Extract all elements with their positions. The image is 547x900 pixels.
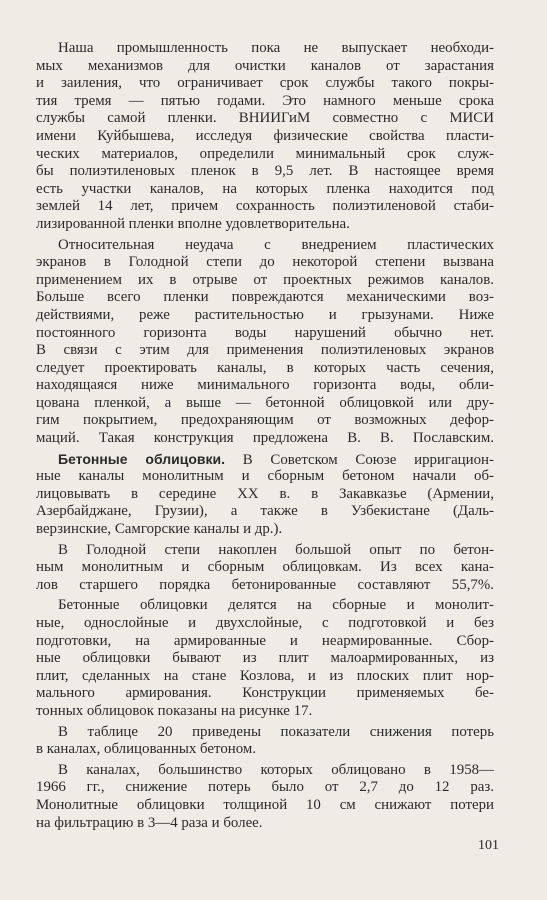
text-line: Монолитные облицовки толщиной 10 см снижают потери	[36, 796, 494, 813]
text-fragment: В Советском Союзе ирригацион-	[225, 451, 494, 468]
text-line: в каналах, облицованных бетоном.	[36, 741, 257, 758]
paragraph-4	[36, 542, 494, 595]
text-line	[36, 451, 494, 469]
text-line: Больше всего пленки повреждаются механическими воз-	[36, 289, 494, 306]
text-line: землей 14 лет, причем сохранность полиэтиленовой стаби-	[36, 198, 494, 215]
text-line: применением их в отрыве от проектных режимов каналов.	[36, 271, 494, 288]
paragraph-3	[36, 451, 494, 539]
text-line: лов старшего порядка бетонированные составляют 55,7%.	[36, 576, 494, 593]
text-line: маций. Такая конструкция предложена В. В. Пославским.	[36, 430, 494, 447]
text-line: действиями, реже растительностью и грызунами. Ниже	[36, 306, 494, 323]
paragraph-7	[36, 762, 494, 832]
text-line: Наша промышленность пока не выпускает необходи-	[58, 40, 494, 56]
text-line: лицовывать в середине XX в. в Закавказье (Армении,	[36, 485, 494, 502]
text-line: ные, однослойные и двухслойные, с подготовкой и без	[36, 615, 494, 631]
body-text	[36, 40, 494, 832]
text-line: находящаяся ниже минимального горизонта воды, обли-	[36, 377, 494, 394]
text-line: бы полиэтиленовых пленок в 9,5 лет. В настоящее время	[36, 163, 494, 180]
text-line: тонных облицовок показаны на рисунке 17.	[36, 702, 313, 719]
text-line: экранов в Голодной степи до некоторой степени вызвана	[36, 254, 494, 271]
text-line: имени Куйбышева, исследуя физические свойства пласти-	[36, 127, 494, 144]
text-line: В каналах, большинство которых облицовано в 1958—	[58, 761, 494, 778]
paragraph-1	[36, 40, 494, 234]
text-line: В таблице 20 приведены показатели снижения потерь	[58, 723, 494, 740]
section-heading: Бетонные облицовки.	[58, 450, 226, 467]
text-line: В Голодной степи накоплен большой опыт по бетон-	[58, 541, 494, 558]
text-line: Бетонные облицовки делятся на сборные и монолит-	[58, 597, 494, 614]
text-line: подготовки, на армированные и неармированные. Сбор-	[36, 632, 494, 649]
text-line: гим покрытием, предохраняющим от возможных дефор-	[36, 412, 494, 429]
text-line: плит, сделанных на стане Козлова, и из плоских плит нор-	[36, 667, 494, 684]
text-line: мых механизмов для очистки каналов от зарастания	[36, 57, 494, 74]
text-line: постоянного горизонта воды нарушений обычно нет.	[36, 324, 494, 341]
text-line: службы самой пленки. ВНИИГиМ совместно с МИСИ	[36, 110, 494, 127]
paragraph-2	[36, 237, 494, 448]
text-line: ные каналы монолитным и сборным бетоном начали об-	[36, 468, 494, 485]
text-line: на фильтрацию в 3—4 раза и более.	[36, 814, 263, 831]
paragraph-6	[36, 724, 494, 759]
text-line: Относительная неудача с внедрением пластических	[58, 236, 494, 253]
text-line: верзинские, Самгорские каналы и др.).	[36, 521, 283, 538]
text-line: В связи с этим для применения полиэтиленовых экранов	[36, 342, 494, 359]
text-line: Азербайджане, Грузии), а также в Узбекистане (Даль-	[36, 503, 494, 520]
text-line: мального армирования. Конструкции применяемых бе-	[36, 685, 494, 702]
text-line: тия тремя — пятью годами. Это намного меньше срока	[36, 92, 494, 109]
paragraph-5	[36, 597, 494, 720]
text-line: лизированной пленки вполне удовлетворительна.	[36, 215, 350, 232]
text-line: следует проектировать каналы, в которых часть сечения,	[36, 359, 494, 376]
text-line: и заиления, что ограничивает срок службы такого покры-	[36, 75, 494, 92]
text-line: ные облицовки бывают из плит малоармированных, из	[36, 650, 494, 667]
text-line: ным монолитным и сборным облицовкам. Из всех кана-	[36, 559, 494, 576]
text-line: цована пленкой, а выше — бетонной облицовкой или дру-	[36, 394, 494, 411]
text-line: ческих материалов, определили минимальный срок служ-	[36, 145, 494, 162]
text-line: 1966 гг., снижение потерь было от 2,7 до 12 раз.	[36, 779, 494, 796]
page-number: 101	[478, 838, 499, 853]
text-line: есть участки каналов, на которых пленка находится под	[36, 180, 494, 197]
